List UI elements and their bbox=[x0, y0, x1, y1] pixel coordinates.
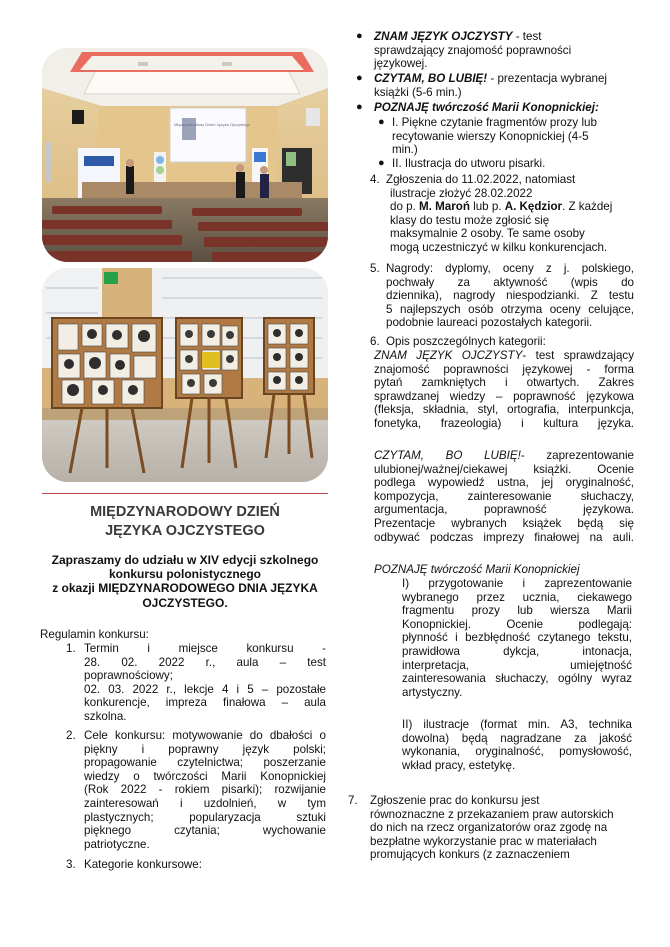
item-2-line: Cele konkursu: motywowanie do dbałości o bbox=[84, 729, 326, 742]
bullet-icon: ● bbox=[356, 101, 363, 113]
desc-3b-line: dowolna) będą nagradzane za jakość bbox=[402, 731, 632, 745]
bullet-icon: ● bbox=[356, 30, 363, 42]
item-7-text bbox=[370, 794, 636, 862]
item-1-line: poprawnościowy; bbox=[84, 669, 173, 683]
item-number-3: 3. bbox=[66, 858, 76, 871]
category-3-sub-1 bbox=[392, 116, 636, 157]
item-7-line: do nich na rzecz organizatorów oraz zgodę na bbox=[370, 821, 608, 835]
desc-3b-line: II) ilustracje (format min. A3, technika bbox=[402, 718, 632, 731]
category-1-desc: - test bbox=[512, 30, 542, 43]
teacher-name-1: M. Maroń bbox=[419, 200, 470, 214]
item-5-line: dziennika), nagrody niespodzianki. Z testu bbox=[386, 289, 634, 303]
invite-line-3: z okazji MIĘDZYNARODOWEGO DNIA JĘZYKA bbox=[52, 581, 318, 596]
title-line-1: MIĘDZYNARODOWY DZIEŃ bbox=[90, 504, 280, 520]
desc-1-line: znajomość poprawności językowej - forma bbox=[374, 362, 634, 376]
item-number-1: 1. bbox=[66, 642, 76, 655]
item-2-line: piękny i poprawny język polski; bbox=[84, 742, 326, 756]
teacher-name-2: A. Kędzior bbox=[504, 200, 563, 214]
category-1 bbox=[374, 30, 636, 71]
invitation-text bbox=[42, 553, 328, 610]
item-2-line: propagowanie czytelnictwa; poszerzanie bbox=[84, 756, 326, 770]
sub-bullet-icon: ● bbox=[378, 116, 385, 128]
title-line-2: JĘZYKA OJCZYSTEGO bbox=[105, 523, 265, 539]
item-4-part: . Z każdej bbox=[562, 200, 613, 214]
category-3-title: POZNAJĘ twórczość Marii Konopnickiej: bbox=[374, 101, 599, 114]
item-2-line: zainteresowań i uzdolnień, w tym bbox=[84, 796, 326, 810]
item-number-7: 7. bbox=[348, 794, 358, 807]
item-4-line: mogą uczestniczyć w kilku konkurencjach. bbox=[390, 240, 608, 254]
desc-1-line: (fleksja, składnia, styl, ortografia, interpunkcja, bbox=[374, 403, 634, 417]
item-number-5: 5. bbox=[370, 262, 380, 275]
desc-1-line: fonetyka, frazeologia) i kultura języka. bbox=[374, 416, 634, 430]
desc-3-title: POZNAJĘ twórczość Marii Konopnickiej bbox=[374, 563, 580, 576]
desc-3a-line: fragmentu prozy lub wiersza Marii bbox=[402, 604, 632, 618]
item-2-text bbox=[84, 729, 326, 851]
item-4-text bbox=[386, 173, 636, 255]
category-2-line: książki (5-6 min.) bbox=[374, 85, 462, 99]
item-5-line: podobnie laureaci pozostałych kategorii. bbox=[386, 316, 593, 330]
desc-3a-line: interpretacja, umiejętność bbox=[402, 658, 632, 672]
description-poznaje-1 bbox=[402, 577, 632, 699]
item-1-line: konkurencje, impreza finałowa – aula bbox=[84, 696, 326, 710]
item-7-line: Zgłoszenie prac do konkursu jest bbox=[370, 794, 540, 807]
description-poznaje-2 bbox=[402, 718, 632, 772]
desc-1-line: pytań zamkniętych i otwartych. Zakres bbox=[374, 376, 634, 390]
page-title bbox=[42, 503, 328, 541]
sub-bullet-icon: ● bbox=[378, 157, 385, 169]
category-2-title: CZYTAM, BO LUBIĘ! bbox=[374, 72, 488, 85]
desc-3a-line: I) przygotowanie i zaprezentowanie bbox=[402, 577, 632, 590]
item-5-text bbox=[386, 262, 634, 330]
invite-line-4: OJCZYSTEGO. bbox=[142, 595, 228, 610]
desc-1-line: sprawdzanej wiedzy – poprawność językowa bbox=[374, 389, 634, 403]
desc-2-line: odbywać podczas imprezy finałowej na auli. bbox=[374, 530, 634, 544]
item-5-line: 5 najlepszych osób otrzyma oceny celujące, bbox=[386, 302, 634, 316]
bullet-icon: ● bbox=[356, 72, 363, 84]
desc-2-title: CZYTAM, BO LUBIĘ! bbox=[374, 449, 521, 462]
item-6-title: Opis poszczególnych kategorii: bbox=[386, 335, 546, 348]
item-1-line: 02. 03. 2022 r., lekcje 4 i 5 – pozostałe bbox=[84, 682, 326, 696]
slide-text: Międzynarodowy Dzień Języka Ojczystego bbox=[174, 122, 250, 127]
item-4-line: Zgłoszenia do 11.02.2022, natomiast bbox=[386, 173, 576, 186]
conference-hall-photo bbox=[42, 48, 328, 262]
item-2-line: wiedzy o twórczości Marii Konopnickiej bbox=[84, 769, 326, 783]
item-5-line: pochwały za aktywność (wpis do bbox=[386, 275, 634, 289]
desc-1-title: ZNAM JĘZYK OJCZYSTY bbox=[374, 349, 523, 362]
desc-1-part: - test sprawdzający bbox=[522, 349, 634, 362]
desc-3a-line: artystyczny. bbox=[402, 685, 463, 699]
category-1-title: ZNAM JĘZYK OJCZYSTY bbox=[374, 30, 513, 43]
category-2-desc: - prezentacja wybranej bbox=[487, 72, 608, 85]
category-1-line: sprawdzający znajomość poprawności bbox=[374, 43, 572, 57]
item-1-line: szkolna. bbox=[84, 709, 127, 723]
sub-1-line: I. Piękne czytanie fragmentów prozy lub bbox=[392, 116, 597, 129]
invite-line-2: konkursu polonistycznego bbox=[108, 567, 261, 582]
item-4-part: do p. bbox=[390, 200, 420, 214]
desc-2-part: - zaprezentowanie bbox=[520, 449, 634, 462]
item-2-line: plastycznych; popularyzacja sztuki bbox=[84, 810, 326, 824]
item-5-line: Nagrody: dyplomy, oceny z j. polskiego, bbox=[386, 262, 634, 275]
item-7-line: bezpłatne wykorzystanie prac w materiałach bbox=[370, 834, 597, 848]
desc-3a-line: Konopnickiej. Ocenie podlegają: bbox=[402, 617, 632, 631]
item-2-line: (Rok 2022 - rokiem pisarki); rozwijanie bbox=[84, 783, 326, 797]
item-4-line: klasy do testu może zgłosić się bbox=[390, 213, 550, 227]
category-2 bbox=[374, 72, 636, 99]
invite-line-1: Zapraszamy do udziału w XIV edycji szkolnego bbox=[51, 553, 319, 567]
desc-3a-line: płynność i bezbłędność czytanego tekstu, bbox=[402, 631, 632, 645]
desc-2-line: Prezentacje wybranych książek będą się bbox=[374, 516, 634, 530]
sub-1-line: recytowanie wierszy Konopnickiej (4-5 bbox=[392, 129, 589, 143]
item-3-text: Kategorie konkursowe: bbox=[84, 858, 202, 871]
sub-1-line: min.) bbox=[392, 143, 418, 157]
desc-3a-line: prawidłowa dykcja, intonacja, bbox=[402, 644, 632, 658]
description-znam bbox=[374, 349, 634, 431]
desc-2-line: ulubionej/ważnej/ciekawej książki. Ocenie bbox=[374, 462, 634, 476]
desc-3b-line: wkład pracy, estetykę. bbox=[402, 758, 516, 772]
item-1-text bbox=[84, 642, 326, 724]
item-4-line: ilustracje złożyć 28.02.2022 bbox=[390, 186, 533, 200]
item-7-line: równoznaczne z przekazaniem praw autorskich bbox=[370, 807, 614, 821]
item-2-line: patriotyczne. bbox=[84, 837, 150, 851]
category-1-line: językowej. bbox=[374, 57, 428, 71]
item-1-line: Termin i miejsce konkursu - bbox=[84, 642, 326, 655]
item-4-part: lub p. bbox=[469, 200, 505, 214]
item-2-line: pięknego czytania; wychowanie bbox=[84, 824, 326, 838]
item-1-line: 28. 02. 2022 r., aula – test bbox=[84, 655, 326, 669]
item-number-6: 6. bbox=[370, 335, 380, 348]
item-number-4: 4. bbox=[370, 173, 380, 186]
item-7-line: promujących konkurs (z zaznaczeniem bbox=[370, 848, 570, 862]
desc-3a-line: zainteresowania słuchaczy, ogólny wyraz bbox=[402, 672, 632, 686]
regulamin-label: Regulamin konkursu: bbox=[40, 628, 149, 641]
desc-2-line: argumentacja, poprawność językowa. bbox=[374, 503, 634, 517]
desc-2-line: kompozycja, zainteresowanie słuchaczy, bbox=[374, 489, 634, 503]
item-number-2: 2. bbox=[66, 729, 76, 742]
desc-3b-line: wykonania, oryginalność, pomysłowość, bbox=[402, 745, 632, 759]
desc-3a-line: wybranego przez ucznia, ciekawego bbox=[402, 590, 632, 604]
portrait-easels-photo bbox=[42, 268, 328, 482]
description-czytam bbox=[374, 449, 634, 544]
heading-divider bbox=[42, 493, 328, 494]
category-3-sub-2: II. Ilustracja do utworu pisarki. bbox=[392, 157, 546, 170]
desc-2-line: podlega wypowiedź ustna, jej oryginalność, bbox=[374, 476, 634, 490]
item-4-line: maksymalnie 2 osoby. Te same osoby bbox=[390, 227, 585, 241]
